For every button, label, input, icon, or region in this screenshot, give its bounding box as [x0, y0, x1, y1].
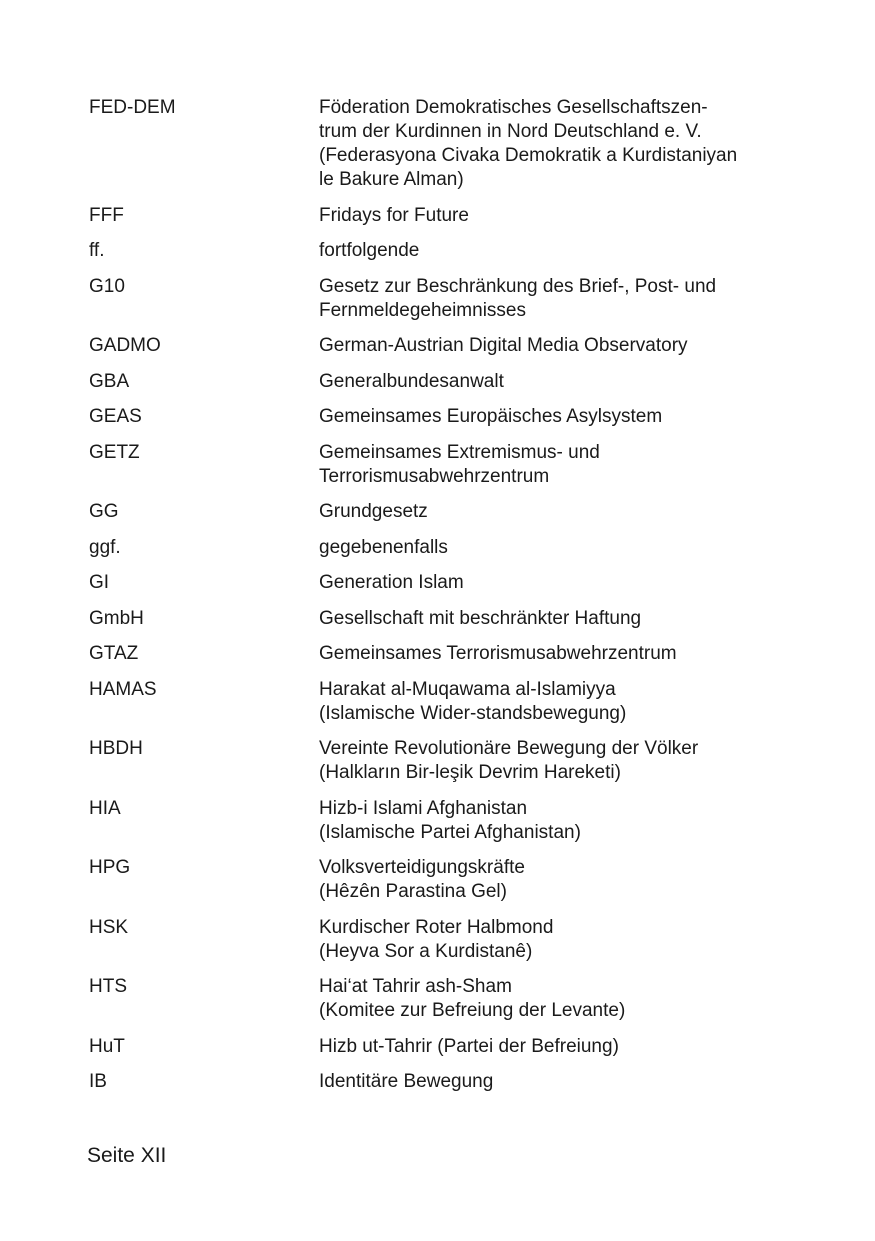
abbreviation-term: FED-DEM: [89, 97, 176, 118]
abbreviation-meaning: Grundgesetz: [319, 501, 428, 522]
abbreviation-term: G10: [89, 275, 125, 297]
abbreviation-meaning: Volksverteidigungskräfte (Hêzên Parastina Gel): [319, 857, 525, 902]
abbreviation-meaning: Föderation Demokratisches Gesellschaftszen- trum der Kurdinnen in Nord Deutschland e. V. (Federasyona Civaka Demokratik a Kurdistaniyan le Bakure Alman): [319, 97, 738, 190]
abbreviation-meaning: fortfolgende: [319, 240, 420, 261]
abbreviation-term: FFF: [89, 204, 124, 226]
abbreviation-meaning: Gemeinsames Terrorismusabwehrzentrum: [319, 643, 677, 664]
abbreviation-meaning: Gemeinsames Europäisches Asylsystem: [319, 406, 663, 427]
abbreviation-meaning: Generalbundesanwalt: [319, 370, 504, 392]
abbreviation-row: [89, 797, 789, 845]
abbreviation-row: [89, 536, 789, 560]
abbreviation-term: GETZ: [89, 441, 140, 463]
abbreviation-row: [89, 441, 789, 489]
abbreviation-row: [89, 405, 789, 429]
abbreviation-term: IB: [89, 1071, 107, 1092]
abbreviation-row: [89, 975, 789, 1023]
abbreviation-meaning: Hizb ut-Tahrir (Partei der Befreiung): [319, 1035, 619, 1057]
abbreviation-meaning: Generation Islam: [319, 572, 464, 593]
abbreviation-meaning: Gesetz zur Beschränkung des Brief-, Post- und Fernmeldegeheimnisses: [319, 275, 717, 321]
abbreviation-row: [89, 642, 789, 666]
abbreviation-term: HuT: [89, 1035, 125, 1057]
abbreviation-term: GTAZ: [89, 643, 139, 664]
abbreviation-term: GG: [89, 501, 119, 522]
abbreviation-row: [89, 334, 789, 358]
abbreviation-term: GEAS: [89, 406, 142, 427]
abbreviation-row: [89, 500, 789, 524]
abbreviation-row: [89, 607, 789, 631]
abbreviation-meaning: Kurdischer Roter Halbmond (Heyva Sor a Kurdistanê): [319, 916, 554, 962]
abbreviation-row: [89, 571, 789, 595]
abbreviation-row: [89, 1070, 789, 1094]
abbreviation-row: [89, 370, 789, 394]
abbreviation-row: [89, 275, 789, 323]
abbreviation-row: [89, 239, 789, 263]
abbreviation-term: HPG: [89, 857, 131, 878]
abbreviation-meaning: German-Austrian Digital Media Observatory: [319, 335, 688, 356]
abbreviation-term: HSK: [89, 916, 129, 938]
abbreviation-meaning: Fridays for Future: [319, 204, 469, 226]
abbreviation-term: GADMO: [89, 335, 161, 356]
abbreviation-row: [89, 916, 789, 964]
abbreviation-meaning: Identitäre Bewegung: [319, 1071, 494, 1092]
abbreviation-term: GmbH: [89, 607, 144, 629]
abbreviation-term: ggf.: [89, 536, 121, 558]
abbreviation-row: [89, 1035, 789, 1059]
abbreviation-list: [89, 96, 789, 1106]
abbreviation-term: ff.: [89, 240, 105, 261]
abbreviation-meaning: gegebenenfalls: [319, 536, 448, 558]
abbreviation-meaning: Hai‘at Tahrir ash-Sham (Komitee zur Befreiung der Levante): [319, 976, 626, 1021]
abbreviation-row: [89, 737, 789, 785]
abbreviation-term: HBDH: [89, 738, 143, 759]
abbreviation-meaning: Harakat al-Muqawama al-Islamiyya (Islamische Wider-standsbewegung): [319, 678, 627, 724]
abbreviation-meaning: Gemeinsames Extremismus- und Terrorismusabwehrzentrum: [319, 441, 600, 487]
abbreviation-meaning: Gesellschaft mit beschränkter Haftung: [319, 607, 642, 629]
abbreviation-row: [89, 678, 789, 726]
abbreviation-term: HTS: [89, 976, 127, 997]
abbreviation-meaning: Vereinte Revolutionäre Bewegung der Völker (Halkların Bir-leşik Devrim Hareketi): [319, 738, 699, 783]
page-number: Seite XII: [87, 1144, 167, 1167]
abbreviation-term: HAMAS: [89, 678, 157, 700]
abbreviation-meaning: Hizb-i Islami Afghanistan (Islamische Partei Afghanistan): [319, 797, 581, 843]
abbreviation-row: [89, 856, 789, 904]
abbreviation-term: GBA: [89, 370, 130, 392]
abbreviation-row: [89, 204, 789, 228]
abbreviation-row: [89, 96, 789, 192]
abbreviation-term: GI: [89, 572, 110, 593]
abbreviation-term: HIA: [89, 797, 121, 819]
